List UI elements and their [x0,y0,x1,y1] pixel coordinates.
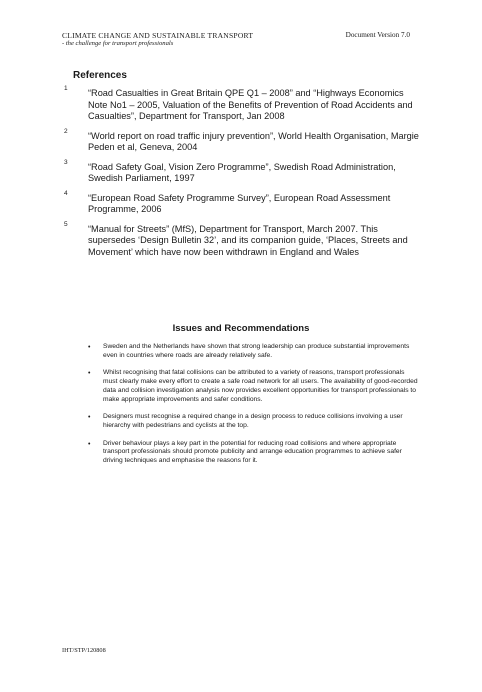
reference-number: 5 [64,220,68,228]
issue-item [88,343,418,360]
issue-item [88,440,418,466]
reference-item [64,158,424,185]
reference-text: “Road Safety Goal, Vision Zero Programme”, Swedish Road Administration, Swedish Parliament, 1997 [88,161,396,183]
reference-number: 1 [64,85,68,92]
reference-number: 2 [64,127,68,135]
reference-text: “European Road Safety Programme Survey”, European Road Assessment Programme, 2006 [88,192,391,214]
reference-text: “Manual for Streets” (MfS), Department for Transport, March 2007. This supersedes ‘Design Bulletin 32’, and its companion guide, ‘Places, Streets and Movement’ which have now been withdrawn in England and Wales [88,223,408,257]
reference-text: “World report on road traffic injury prevention”, World Health Organisation, Margie Peden et al, Geneva, 2004 [88,130,419,152]
reference-item [64,189,424,216]
bullet-icon: • [88,440,91,448]
issue-text: Driver behaviour plays a key part in the potential for reducing road collisions and where appropriate transport professionals should promote publicity and arrange education programmes to achieve safer driving techniques and emphasise the reasons for it. [103,439,402,465]
issue-text: Designers must recognise a required change in a design process to reduce collisions involving a user hierarchy with pedestrians and cyclists at the top. [103,413,403,429]
header-title: CLIMATE CHANGE AND SUSTAINABLE TRANSPORT [62,31,254,40]
bullet-icon: • [88,370,91,378]
reference-item [64,220,424,259]
references-list [64,85,424,266]
bullet-icon: • [88,414,91,422]
issues-heading: Issues and Recommendations [172,323,310,334]
reference-item [64,127,424,154]
header-subtitle: - the challenge for transport professionals [62,40,174,47]
issue-item [88,369,418,404]
references-heading: References [73,70,127,81]
document-footer-code: IHT/STP/120808 [62,647,106,654]
issue-text: Whilst recognising that fatal collisions can be attributed to a variety of reasons, transport professionals must clearly make every effort to create a safe road network for all users. The availability of good-recorded data and collision investigation analysis now provides excellent opportunities for transport professionals to make appropriate improvements and safer conditions. [103,369,418,403]
reference-item [64,85,424,123]
document-version: Document Version 7.0 [345,31,410,39]
reference-number: 4 [64,189,68,197]
bullet-icon: • [88,344,91,351]
reference-number: 3 [64,158,68,166]
issue-item [88,413,418,430]
issue-text: Sweden and the Netherlands have shown that strong leadership can produce substantial improvements even in countries where roads are already relatively safe. [103,343,410,359]
reference-text: “Road Casualties in Great Britain QPE Q1 – 2008” and “Highways Economics Note No1 – 2005, Valuation of the Benefits of Prevention of Road Accidents and Casualties”, Department for Transport, Jan 2008 [88,88,413,121]
issues-list [88,343,418,475]
document-header [62,31,253,48]
